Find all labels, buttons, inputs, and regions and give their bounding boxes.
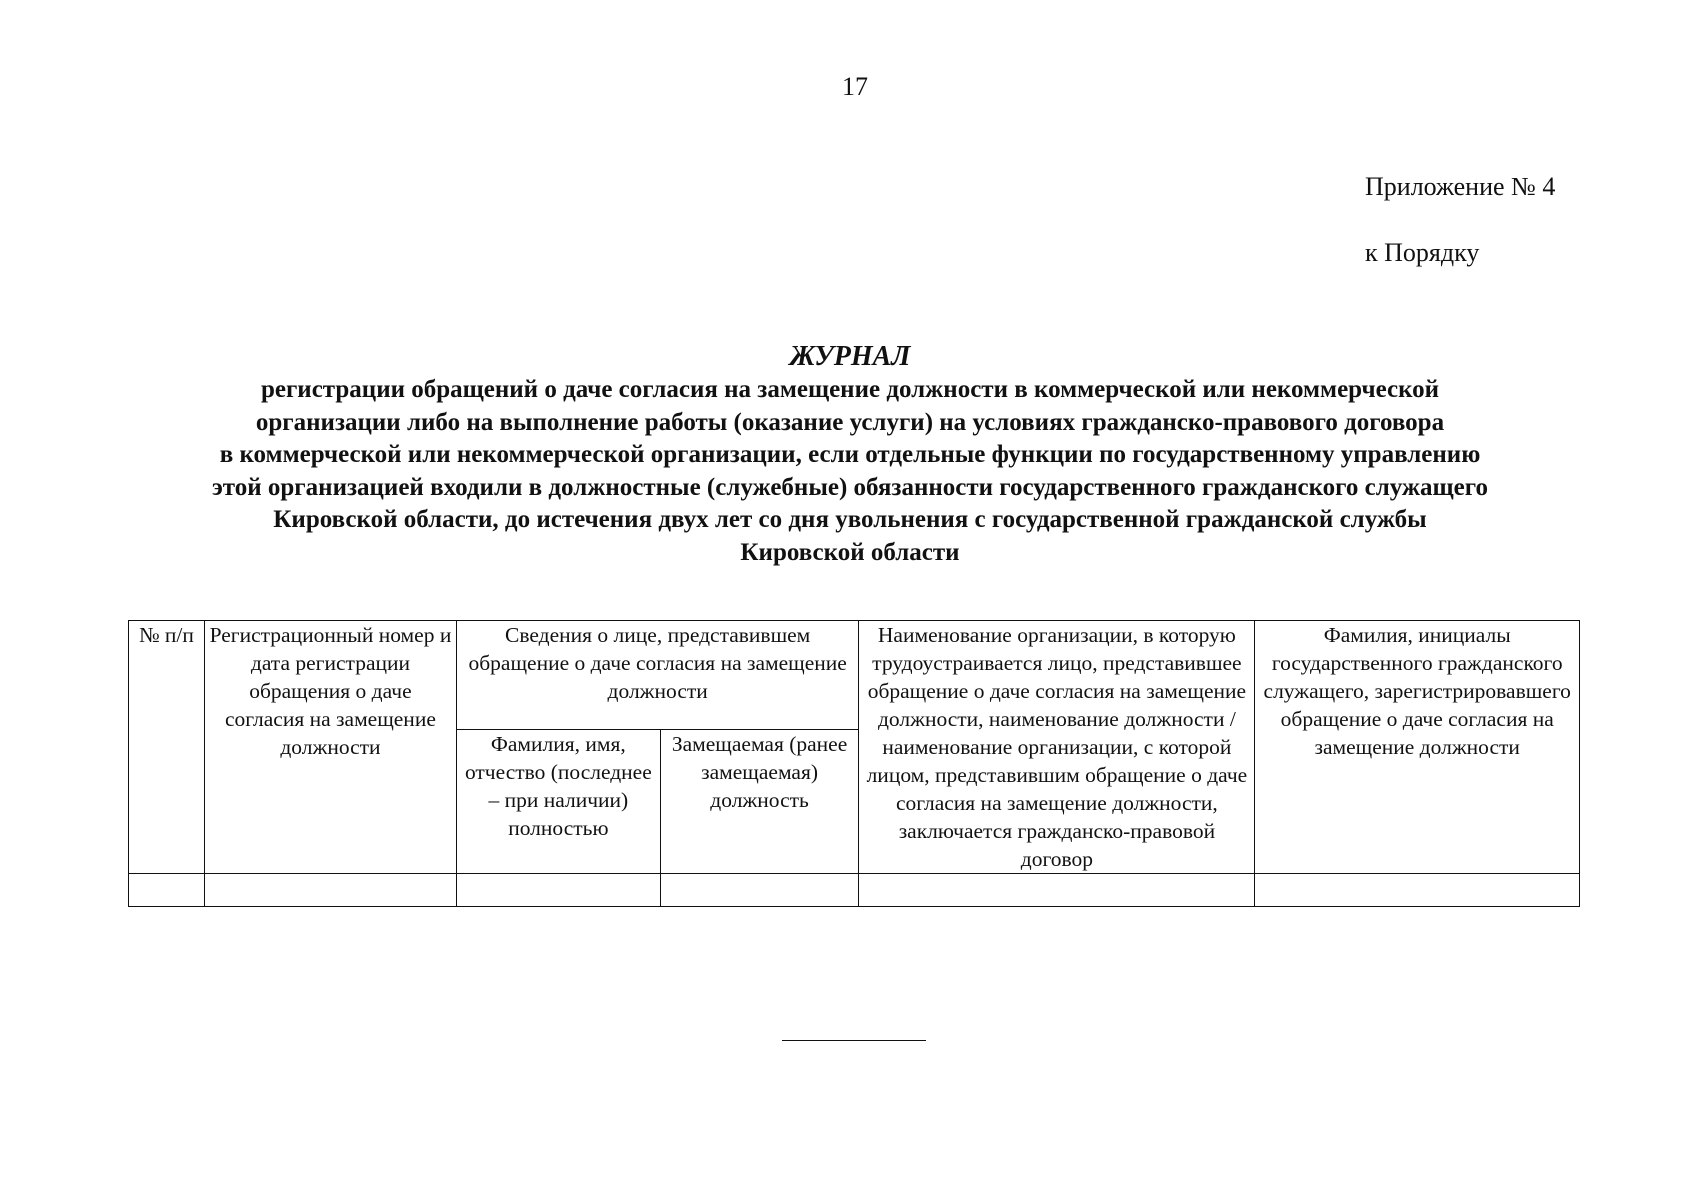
title-line: в коммерческой или некоммерческой организации, если отдельные функции по государственному управлению [219,441,1481,468]
page-number: 17 [842,72,868,101]
header-officer-text: Фамилия, инициалы государственного гражданского служащего, зарегистрировавшего обращение о даче согласия на замещение должности [1263,623,1571,759]
header-officer [1255,621,1580,874]
header-number [129,621,205,874]
header-person-name-text: Фамилия, имя, отчество (последнее – при наличии) полностью [464,731,652,840]
header-organization-text: Наименование организации, в которую трудоустраивается лицо, представившее обращение о даче согласия на замещение должности, наименование должности / наименование организации, с которой лицом, представившим обращение о даче согласия на замещение должности, заключается гражданско-правовой договор [866,623,1248,871]
table-cell [129,874,205,907]
table-cell [456,874,660,907]
table-cell [204,874,456,907]
header-registration-text: Регистрационный номер и дата регистрации обращения о даче согласия на замещение должности [209,623,452,759]
header-person-position [660,729,859,873]
journal-table [128,620,1580,907]
header-number-text: № п/п [139,623,194,647]
appendix-label: Приложение № 4 [1365,172,1556,201]
header-person-name [456,729,660,873]
table-header-row [129,621,1580,730]
header-person-position-text: Замещаемая (ранее замещаемая) должность [671,731,848,812]
table-cell [1255,874,1580,907]
appendix-reference: к Порядку [1365,238,1480,267]
header-registration [204,621,456,874]
title-line: организации либо на выполнение работы (оказание услуги) на условиях гражданско-правового договора [255,408,1445,436]
table-cell [660,874,859,907]
header-person-group [456,621,858,730]
header-organization [859,621,1255,874]
header-person-group-text: Сведения о лице, представившем обращение о даче согласия на замещение должности [468,623,847,703]
document-title [60,340,1640,569]
title-main: ЖУРНАЛ [789,341,911,372]
closing-rule [782,1040,926,1041]
title-line: Кировской области, до истечения двух лет со дня увольнения с государственной гражданской службы [273,506,1427,533]
table-row [129,874,1580,907]
title-line: этой организацией входили в должностные (служебные) обязанности государственного гражданского служащего [212,473,1488,501]
title-line: регистрации обращений о даче согласия на замещение должности в коммерческой или некоммерческой [260,376,1440,403]
title-line: Кировской области [740,538,960,566]
table-cell [859,874,1255,907]
